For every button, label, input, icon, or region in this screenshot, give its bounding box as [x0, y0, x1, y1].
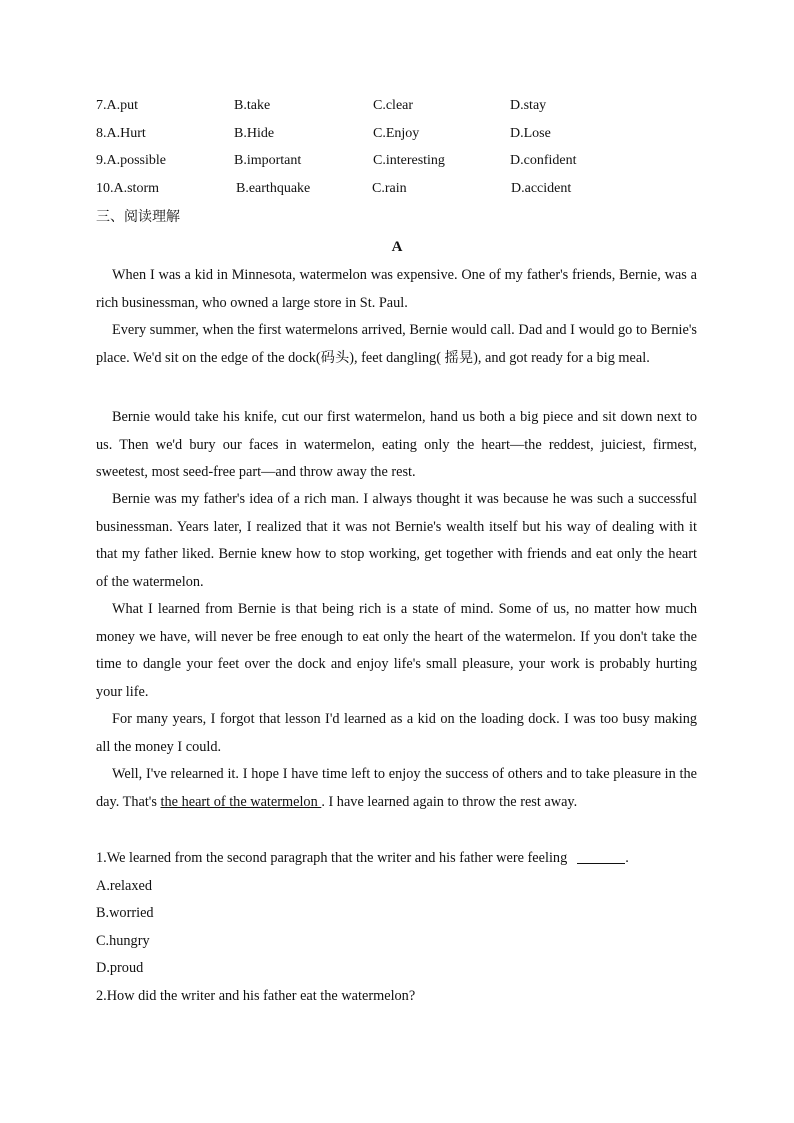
- option-c: C.interesting: [373, 153, 445, 168]
- paragraph-text: For many years, I forgot that lesson I'd learned as a kid on the loading dock. I was too busy making all the money I could.: [96, 711, 697, 755]
- paragraph-3: [96, 404, 697, 487]
- paragraph-5: [96, 596, 697, 706]
- option-d: D.stay: [510, 98, 547, 113]
- option-row-8: [96, 124, 696, 144]
- option-row-9: [96, 151, 696, 171]
- option-a: 10.A.storm: [96, 181, 159, 196]
- paragraph-text: . I have learned again to throw the rest away.: [321, 793, 578, 810]
- option-b: B.take: [234, 98, 271, 113]
- question-1: [96, 848, 629, 868]
- choice-a: A.relaxed: [96, 878, 152, 894]
- paragraph-7: [96, 761, 697, 816]
- paragraph-text: Bernie was my father's idea of a rich man. I always thought it was because he was such a successful businessman. Years later, I realized that it was not Bernie's wealth itself but his way of dealing with it that my father liked. Bernie knew how to stop working, get together with friends and eat only the heart of the watermelon.: [96, 491, 697, 590]
- paragraph-4: [96, 486, 697, 596]
- paragraph-6: [96, 706, 697, 761]
- paragraph-text: When I was a kid in Minnesota, watermelon was expensive. One of my father's friends, Bernie, was a rich businessman, who owned a large store in St. Paul.: [96, 267, 697, 311]
- choice-d: D.proud: [96, 960, 144, 976]
- paragraph-text: Bernie would take his knife, cut our first watermelon, hand us both a big piece and sit down next to us. Then we'd bury our faces in watermelon, eating only the heart—the reddest, juiciest, firmest, sweetest, most seed-free part—and throw away the rest.: [96, 409, 697, 481]
- option-row-10: [96, 179, 696, 199]
- paragraph-text: Well, I've relearned it. I hope I have time left to enjoy the success of others and to take pleasure in the day. That's: [96, 766, 697, 810]
- option-c: C.rain: [372, 181, 407, 196]
- option-d: D.Lose: [510, 126, 551, 141]
- answer-blank: [577, 849, 625, 864]
- question-end: .: [625, 850, 629, 866]
- option-row-7: [96, 96, 696, 116]
- option-a: 9.A.possible: [96, 153, 166, 168]
- option-a: 8.A.Hurt: [96, 126, 146, 141]
- option-c: C.Enjoy: [373, 126, 420, 141]
- question-stem: 1.We learned from the second paragraph that the writer and his father were feeling: [96, 850, 568, 866]
- choice-b: B.worried: [96, 905, 154, 921]
- paragraph-1: [96, 262, 697, 317]
- paragraph-text: Every summer, when the first watermelons arrived, Bernie would call. Dad and I would go to Bernie's place. We'd sit on the edge of the dock(码头), feet dangling( 摇晃), and got ready for a big meal.: [96, 322, 697, 366]
- paragraph-text: What I learned from Bernie is that being rich is a state of mind. Some of us, no matter how much money we have, will never be free enough to eat only the heart of the watermelon. If you don't take the time to dangle your feet over the dock and enjoy life's small pleasure, your work is probably hurting your life.: [96, 601, 697, 700]
- paragraph-2: [96, 317, 697, 372]
- option-b: B.earthquake: [236, 181, 311, 196]
- question-2: 2.How did the writer and his father eat the watermelon?: [96, 988, 416, 1004]
- option-b: B.important: [234, 153, 302, 168]
- option-c: C.clear: [373, 98, 414, 113]
- option-a: 7.A.put: [96, 98, 138, 113]
- option-b: B.Hide: [234, 126, 275, 141]
- choice-c: C.hungry: [96, 933, 150, 949]
- option-d: D.confident: [510, 153, 577, 168]
- passage-title: A: [391, 239, 403, 255]
- option-d: D.accident: [511, 181, 572, 196]
- section-heading: 三、阅读理解: [96, 209, 180, 225]
- underlined-phrase: the heart of the watermelon: [160, 793, 322, 810]
